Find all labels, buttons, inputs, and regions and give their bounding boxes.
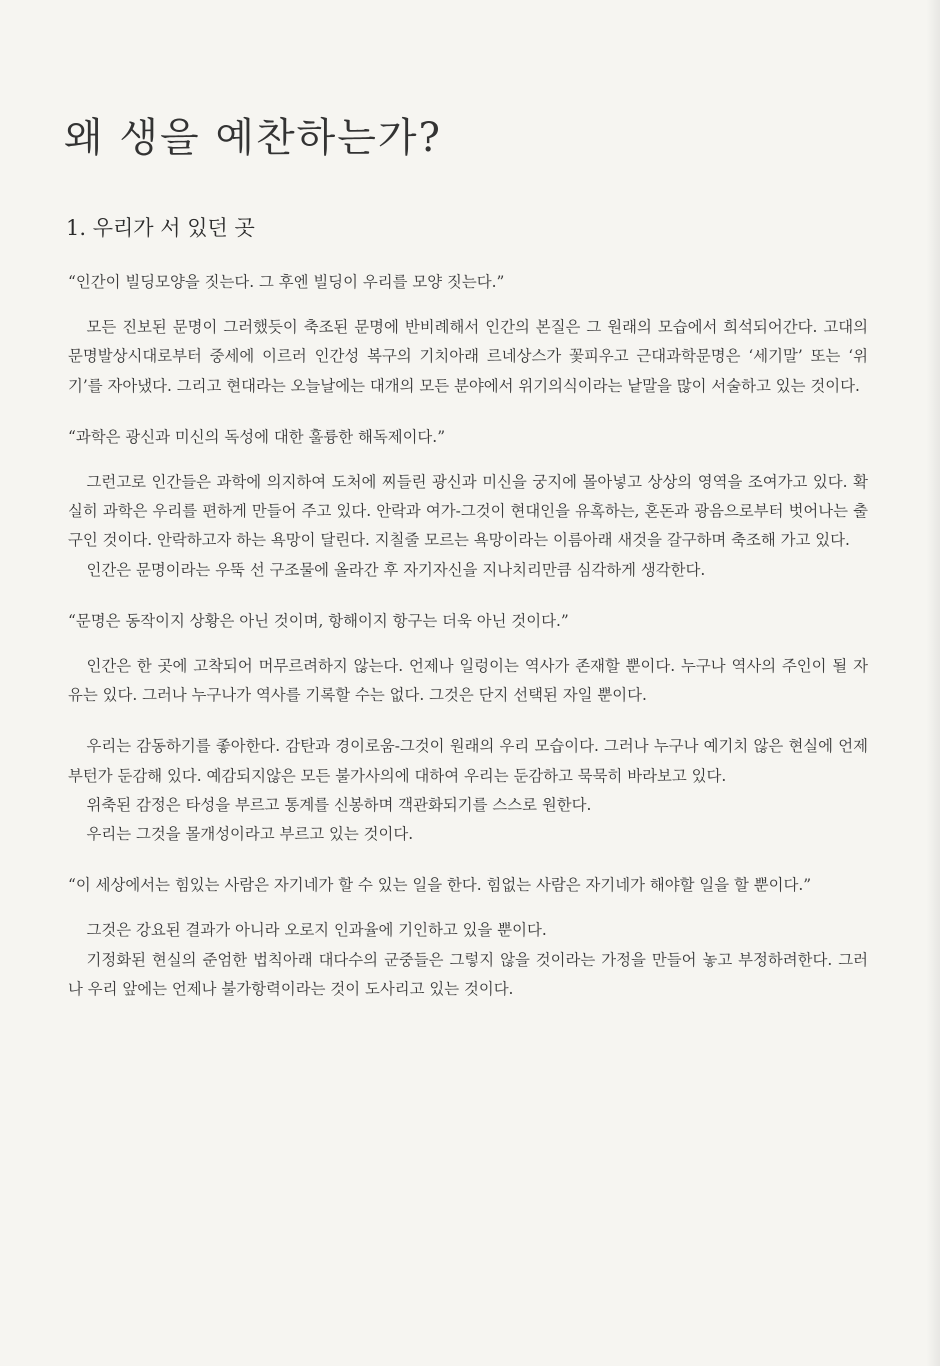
paragraph-8: 그것은 강요된 결과가 아니라 오로지 인과율에 기인하고 있을 뿐이다. bbox=[86, 921, 547, 940]
quote-3: “문명은 동작이지 상황은 아닌 것이며, 항해이지 항구는 더욱 아닌 것이다.” bbox=[68, 611, 569, 630]
quote-2: “과학은 광신과 미신의 독성에 대한 훌륭한 해독제이다.” bbox=[68, 427, 446, 446]
paragraph-6: 위축된 감정은 타성을 부르고 통계를 신봉하며 객관화되기를 스스로 원한다. bbox=[86, 795, 592, 814]
quote-4: “이 세상에서는 힘있는 사람은 자기네가 할 수 있는 일을 한다. 힘없는 사람은 자기네가 해야할 일을 할 뿐이다.” bbox=[68, 876, 812, 895]
page-title: 왜 생을 예찬하는가? bbox=[64, 115, 442, 161]
quote-1: “인간이 빌딩모양을 짓는다. 그 후엔 빌딩이 우리를 모양 짓는다.” bbox=[68, 273, 505, 291]
page-edge-shadow bbox=[926, 0, 940, 1366]
paragraph-4: 인간은 한 곳에 고착되어 머무르려하지 않는다. 언제나 일렁이는 역사가 존재할 뿐이다. 누구나 역사의 주인이 될 자유는 있다. 그러나 누구나가 역사를 기록할 수는 없다. 그것은 단지 선택된 자일 뿐이다. bbox=[68, 657, 868, 705]
paragraph-2: 그런고로 인간들은 과학에 의지하여 도처에 찌들린 광신과 미신을 궁지에 몰아넣고 상상의 영역을 조여가고 있다. 확실히 과학은 우리를 편하게 만들어 주고 있다. 안락과 여가-그것이 현대인을 유혹하는, 혼돈과 광음으로부터 벗어나는 출구인 것이다. 안락하고자 하는 욕망이 달린다. 지칠줄 모르는 욕망이라는 이름아래 새것을 갈구하며 축조해 가고 있다. bbox=[68, 473, 868, 550]
body-text bbox=[68, 268, 868, 1004]
paragraph-7: 우리는 그것을 몰개성이라고 부르고 있는 것이다. bbox=[86, 825, 414, 844]
section-heading: 1. 우리가 서 있던 곳 bbox=[66, 216, 255, 240]
paragraph-3: 인간은 문명이라는 우뚝 선 구조물에 올라간 후 자기자신을 지나치리만큼 심각하게 생각한다. bbox=[86, 560, 706, 579]
paragraph-1: 모든 진보된 문명이 그러했듯이 축조된 문명에 반비례해서 인간의 본질은 그 원래의 모습에서 희석되어간다. 고대의 문명발상시대로부터 중세에 이르러 인간성 복구의 기치아래 르네상스가 꽃피우고 근대과학문명은 ‘세기말’ 또는 ‘위기’를 자아냈다. 그리고 현대라는 오늘날에는 대개의 모든 분야에서 위기의식이라는 낱말을 많이 서술하고 있는 것이다. bbox=[68, 318, 868, 395]
paragraph-5: 우리는 감동하기를 좋아한다. 감탄과 경이로움-그것이 원래의 우리 모습이다. 그러나 누구나 예기치 않은 현실에 언제부턴가 둔감해 있다. 예감되지않은 모든 불가사의에 대하여 우리는 둔감하고 묵묵히 바라보고 있다. bbox=[68, 737, 868, 785]
paragraph-9: 기정화된 현실의 준엄한 법칙아래 대다수의 군중들은 그렇지 않을 것이라는 가정을 만들어 놓고 부정하려한다. 그러나 우리 앞에는 언제나 불가항력이라는 것이 도사리고 있는 것이다. bbox=[68, 950, 868, 998]
